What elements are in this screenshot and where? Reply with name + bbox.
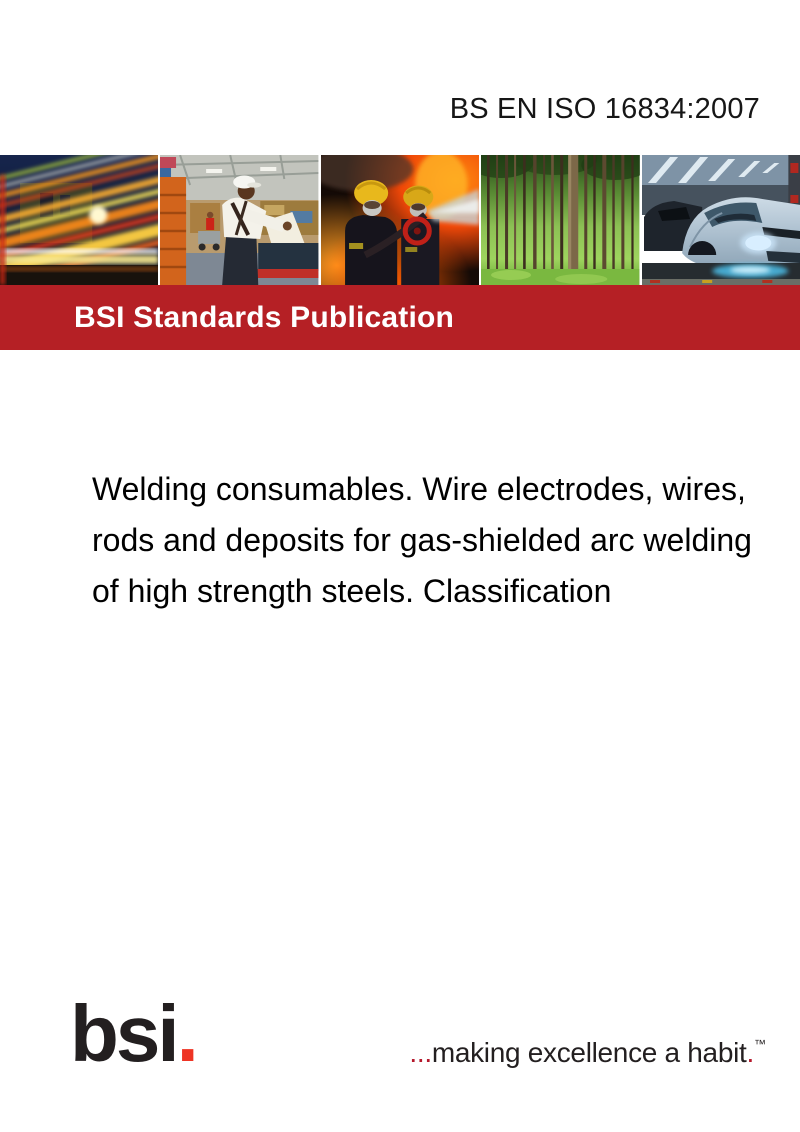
standard-number: BS EN ISO 16834:2007 [449,93,760,125]
trademark-symbol: ™ [754,1037,766,1051]
firefighters-image [321,155,479,285]
photo-car-assembly [642,155,800,285]
document-title-line1: Welding consumables. Wire electrodes, wires, [92,471,746,507]
banner [0,285,800,350]
forest-image [481,155,639,285]
warehouse-worker-image [160,155,318,285]
tagline-ellipsis: ... [409,1037,432,1068]
photo-forest [481,155,639,285]
photo-strip [0,155,800,285]
document-title [92,464,792,617]
tagline-text: making excellence a habit [431,1037,747,1068]
document-title-line3: of high strength steels. Classification [92,573,612,609]
bsi-logo-text: bsi [70,989,177,1078]
document-title-line2: rods and deposits for gas-shielded arc welding [92,522,752,558]
banner-title: BSI Standards Publication [74,300,455,334]
night-traffic-image [0,155,158,285]
tagline [409,1037,766,1069]
tagline-period: . [746,1037,754,1068]
bsi-logo [70,989,199,1078]
car-assembly-image [642,155,800,285]
photo-night-traffic [0,155,158,285]
photo-firefighters [321,155,479,285]
photo-warehouse-worker [160,155,318,285]
bsi-logo-dot: . [176,989,199,1078]
